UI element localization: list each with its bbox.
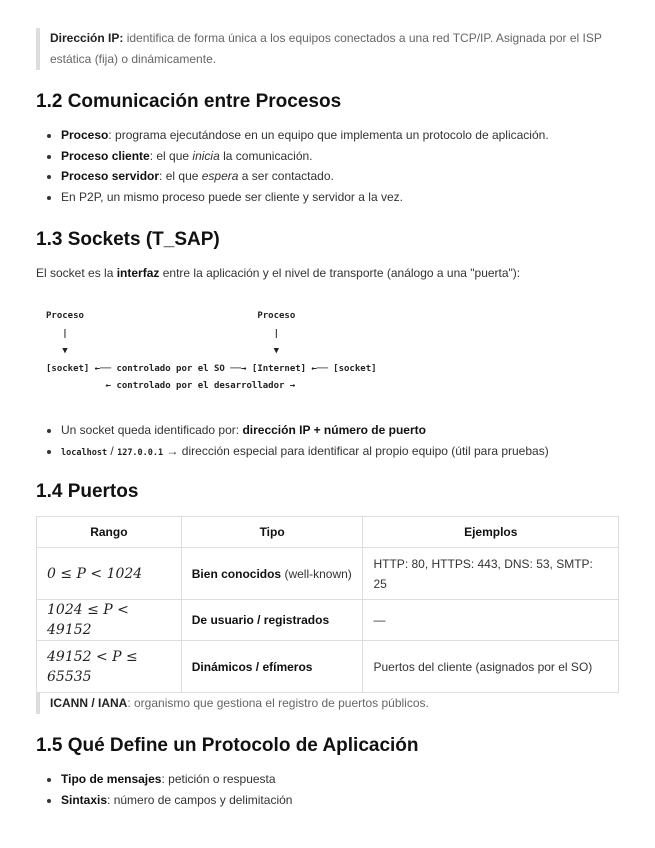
table-header-row	[37, 517, 619, 548]
range-cell: 1024 ≤ P < 49152	[37, 600, 182, 641]
section-1-4-heading: 1.4 Puertos	[36, 481, 139, 502]
ip-address-callout	[36, 28, 624, 70]
callout-term: ICANN / IANA	[50, 696, 128, 710]
callout-text: : organismo que gestiona el registro de puertos públicos.	[127, 696, 429, 710]
header-ejemplos: Ejemplos	[363, 517, 619, 548]
section-1-3-heading: 1.3 Sockets (T_SAP)	[36, 229, 220, 250]
localhost-code: localhost	[61, 447, 108, 458]
examples-cell: —	[363, 600, 619, 641]
process-list	[36, 125, 651, 207]
type-cell: Bien conocidos (well-known)	[181, 548, 363, 600]
protocol-definition-list	[36, 769, 651, 810]
list-item: • En P2P, un mismo proceso puede ser cliente y servidor a la vez.	[61, 187, 651, 208]
table-row	[37, 548, 619, 600]
callout-term: Dirección IP:	[50, 31, 124, 45]
range-cell: 0 ≤ P < 1024	[37, 548, 182, 600]
table-row	[37, 641, 619, 693]
table-row	[37, 600, 619, 641]
examples-cell: HTTP: 80, HTTPS: 443, DNS: 53, SMTP: 25	[363, 548, 619, 600]
section-1-2-heading: 1.2 Comunicación entre Procesos	[36, 91, 342, 112]
socket-list	[36, 420, 651, 463]
loopback-ip-code: 127.0.0.1	[117, 447, 164, 458]
list-item: • Tipo de mensajes: petición o respuesta	[61, 769, 651, 790]
socket-diagram: Proceso Proceso | | ▼ ▼ [socket] ←── controlado por el SO ──→ [Internet] ←── [socket] ← controlado por el desarrollador →	[46, 311, 377, 391]
socket-intro: El socket es la interfaz entre la aplicación y el nivel de transporte (análogo a una "puerta"):	[36, 266, 521, 280]
list-item: • Proceso servidor: el que espera a ser contactado.	[61, 166, 651, 187]
list-item: • Proceso cliente: el que inicia la comunicación.	[61, 146, 651, 167]
header-rango: Rango	[37, 517, 182, 548]
list-item: • localhost / 127.0.0.1 → dirección especial para identificar al propio equipo (útil para pruebas)	[61, 441, 651, 464]
range-cell: 49152 < P ≤ 65535	[37, 641, 182, 693]
section-1-5-heading: 1.5 Qué Define un Protocolo de Aplicación	[36, 735, 419, 756]
list-item: • Sintaxis: número de campos y delimitación	[61, 790, 651, 811]
list-item: • Proceso: programa ejecutándose en un equipo que implementa un protocolo de aplicación.	[61, 125, 651, 146]
header-tipo: Tipo	[181, 517, 363, 548]
icann-callout	[36, 693, 624, 714]
callout-text: identifica de forma única a los equipos conectados a una red TCP/IP. Asignada por el ISP estática (fija) o dinámicamente.	[50, 31, 602, 66]
type-cell: De usuario / registrados	[181, 600, 363, 641]
list-item: • Un socket queda identificado por: dirección IP + número de puerto	[61, 420, 651, 441]
ports-table	[36, 516, 619, 693]
examples-cell: Puertos del cliente (asignados por el SO)	[363, 641, 619, 693]
type-cell: Dinámicos / efímeros	[181, 641, 363, 693]
